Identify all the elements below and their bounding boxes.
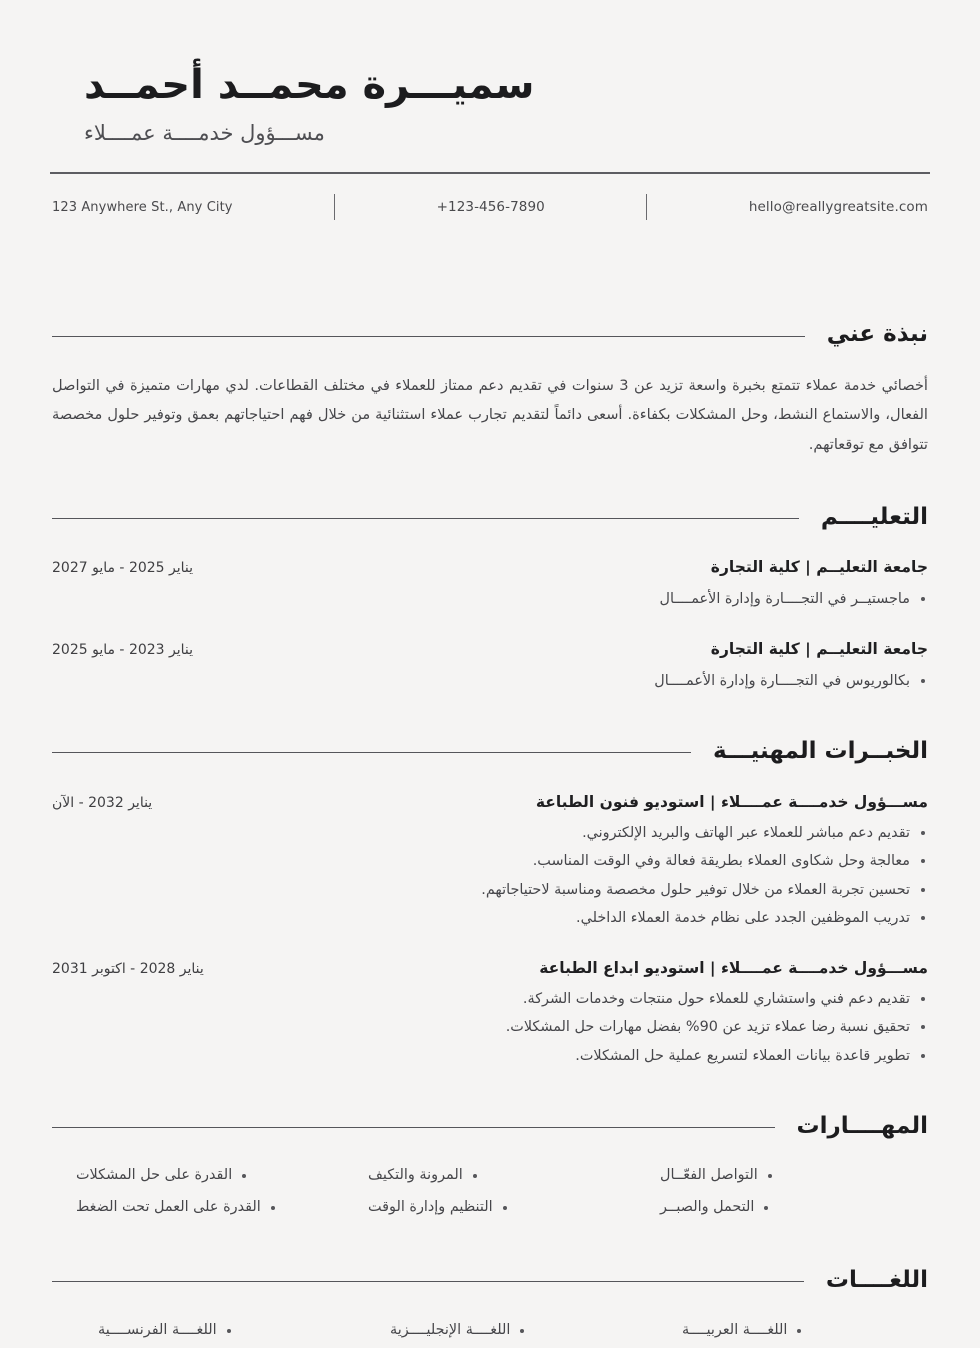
- skills-column: [636, 1160, 928, 1223]
- education-entry: [52, 639, 928, 695]
- skill-item: القدرة على حل المشكلات: [76, 1160, 248, 1192]
- section-skills: [52, 1112, 928, 1224]
- section-experience-title: الخبــرات المهنيـــة: [713, 737, 928, 764]
- section-education-title: التعليــــم: [820, 503, 928, 530]
- section-about-title: نبذة عني: [826, 321, 928, 348]
- list-item: معالجة وحل شكاوى العملاء بطريقة فعالة وفي الوقت المناسب.: [52, 847, 928, 875]
- experience-entry-header: [52, 958, 928, 980]
- experience-bullets: [52, 985, 928, 1069]
- section-about-header: [52, 320, 928, 349]
- section-skills-rule: [52, 1127, 775, 1128]
- section-experience-header: [52, 737, 928, 766]
- education-entry: [52, 557, 928, 613]
- languages-column: [636, 1315, 928, 1347]
- experience-date: يناير 2028 - اكتوبر 2031: [52, 960, 204, 977]
- languages-grid: [52, 1315, 928, 1347]
- section-languages-rule: [52, 1281, 804, 1282]
- section-about: [52, 320, 928, 458]
- languages-column: [52, 1315, 344, 1347]
- education-bullets: [52, 585, 928, 613]
- skills-column: [52, 1160, 344, 1223]
- language-item: اللغــــة الفرنســــية: [98, 1315, 233, 1347]
- language-item: اللغــــة العربيــــة: [682, 1315, 803, 1347]
- skill-item: التحمل والصبــر: [660, 1192, 770, 1224]
- contact-separator-icon-2: [334, 194, 335, 220]
- list-item: ماجستيــر في التجــــارة وإدارة الأعمــــال: [52, 585, 928, 613]
- section-education-rule: [52, 518, 799, 519]
- section-languages: [52, 1266, 928, 1346]
- experience-role: مســـؤول خدمــــة عمــــلاء | استوديو فنون الطباعة: [535, 792, 928, 811]
- skill-item: القدرة على العمل تحت الضغط: [76, 1192, 277, 1224]
- experience-entry: [52, 958, 928, 1070]
- skills-grid: [52, 1160, 928, 1223]
- skill-item: التنظيم وإدارة الوقت: [368, 1192, 509, 1224]
- section-experience-rule: [52, 752, 691, 753]
- contact-separator-icon: [646, 194, 647, 220]
- list-item: تدريب الموظفين الجدد على نظام خدمة العملاء الداخلي.: [52, 904, 928, 932]
- list-item: تحقيق نسبة رضا عملاء تزيد عن 90% بفضل مهارات حل المشكلات.: [52, 1013, 928, 1041]
- contact-phone[interactable]: +123-456-7890: [436, 199, 545, 216]
- list-item: بكالوريوس في التجــــارة وإدارة الأعمــــال: [52, 667, 928, 695]
- education-date: يناير 2025 - مايو 2027: [52, 560, 194, 577]
- section-languages-title: اللغــــات: [825, 1266, 928, 1293]
- education-institution: جامعة التعليــم | كلية التجارة: [710, 558, 928, 577]
- education-entry-header: [52, 639, 928, 661]
- language-item: اللغــــة الإنجليــــزية: [390, 1315, 526, 1347]
- list-item: تحسين تجربة العملاء من خلال توفير حلول مخصصة ومناسبة لاحتياجاتهم.: [52, 876, 928, 904]
- education-entry-header: [52, 557, 928, 579]
- contact-address: 123 Anywhere St., Any City: [51, 199, 233, 215]
- education-institution: جامعة التعليــم | كلية التجارة: [710, 640, 928, 659]
- list-item: تطوير قاعدة بيانات العملاء لتسريع عملية حل المشكلات.: [52, 1042, 928, 1070]
- section-experience: [52, 737, 928, 1070]
- education-bullets: [52, 667, 928, 695]
- experience-bullets: [52, 819, 928, 931]
- experience-date: يناير 2032 - الآن: [52, 794, 153, 811]
- skills-column: [344, 1160, 636, 1223]
- education-date: يناير 2023 - مايو 2025: [52, 642, 194, 659]
- contact-email[interactable]: hello@reallygreatsite.com: [748, 199, 928, 216]
- skill-item: المرونة والتكيف: [368, 1160, 479, 1192]
- header-divider: [50, 172, 930, 174]
- resume-header: [0, 0, 980, 146]
- section-education: [52, 503, 928, 695]
- experience-entry-header: [52, 792, 928, 814]
- list-item: تقديم دعم فني واستشاري للعملاء حول منتجات وخدمات الشركة.: [52, 985, 928, 1013]
- languages-column: [344, 1315, 636, 1347]
- candidate-name: سميـــرة محمــد أحمــد: [84, 62, 535, 108]
- contact-row: [52, 194, 928, 220]
- section-skills-title: المهــــارات: [796, 1112, 928, 1139]
- section-education-header: [52, 503, 928, 532]
- skill-item: التواصل الفعّــال: [660, 1160, 774, 1192]
- experience-role: مســـؤول خدمــــة عمــــلاء | استوديو ابداع الطباعة: [539, 958, 928, 977]
- candidate-job-title: مســـؤول خدمــــة عمــــلاء: [84, 121, 325, 146]
- section-languages-header: [52, 1266, 928, 1295]
- section-about-rule: [52, 336, 805, 337]
- about-paragraph: أخصائي خدمة عملاء تتمتع بخبرة واسعة تزيد عن 3 سنوات في تقديم دعم ممتاز للعملاء في مختلف القطاعات. لدي مهارات متميزة في التواصل الفعال، والاستماع النشط، وحل المشكلات بكفاءة. أسعى دائماً لتقديم تجارب عملاء استثنائية من خلال فهم احتياجاتهم بعمق وتوفير حلول مخصصة تتوافق مع توقعاتهم.: [52, 377, 928, 453]
- section-skills-header: [52, 1112, 928, 1141]
- experience-entry: [52, 792, 928, 932]
- list-item: تقديم دعم مباشر للعملاء عبر الهاتف والبريد الإلكتروني.: [52, 819, 928, 847]
